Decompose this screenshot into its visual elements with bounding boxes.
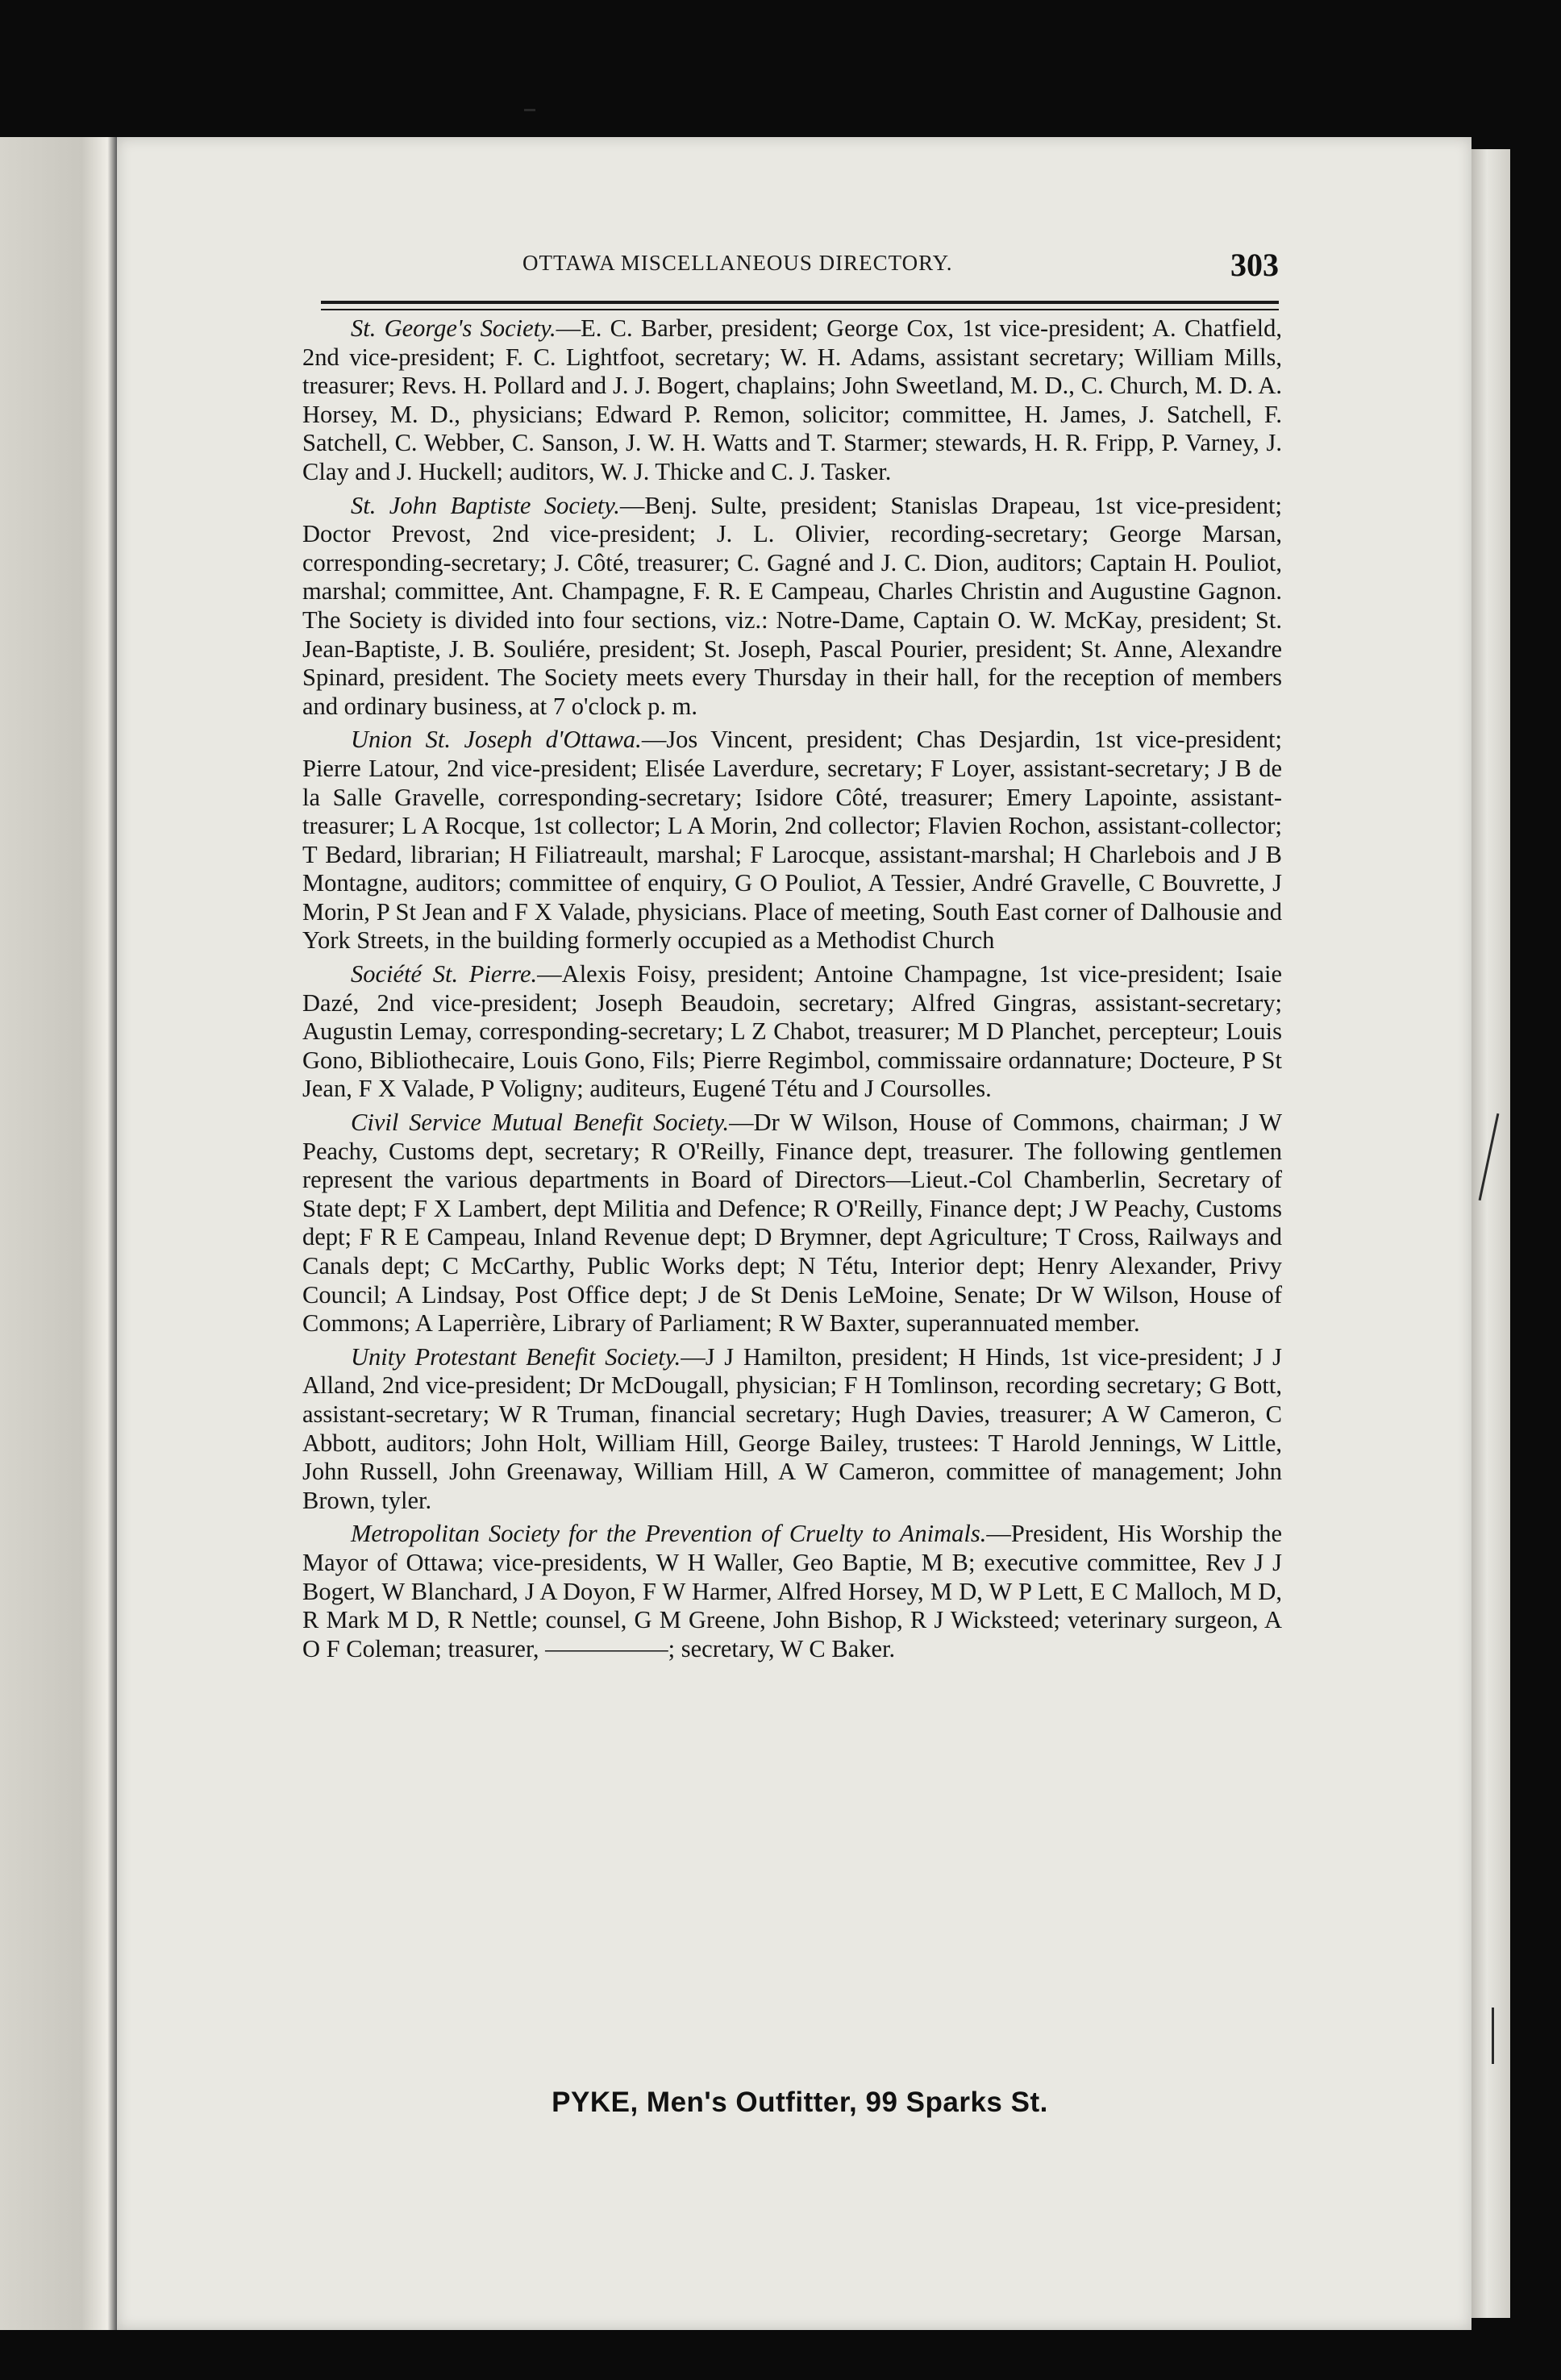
- footer-advertisement: PYKE, Men's Outfitter, 99 Sparks St.: [552, 2087, 1048, 2118]
- directory-entry: [302, 314, 1282, 487]
- directory-entry: [302, 1520, 1282, 1663]
- directory-entry: [302, 1109, 1282, 1338]
- adjacent-page-strip: [0, 137, 117, 2330]
- page-header: [402, 246, 1279, 294]
- directory-entry: [302, 1343, 1282, 1516]
- society-name: Union St. Joseph d'Ottawa.: [351, 726, 642, 754]
- directory-entry: [302, 960, 1282, 1104]
- entry-text: —Dr W Wilson, House of Commons, chairman; J W Peachy, Customs dept, secretary; R O'Reilly, Finance dept, treasurer. The following gentlemen represent the various departments in Board of Directors—Lieut.-Col Chamberlin, Secretary of State dept; F X Lambert, dept Militia and Defence; R O'Reilly, Finance dept; J W Peachy, Customs dept; F R E Campeau, Inland Revenue dept; D Brymner, dept Agriculture; T Cross, Railways and Canals dept; C McCarthy, Public Works dept; N Tétu, Interior dept; Henry Alexander, Privy Council; A Lindsay, Post Office dept; J de St Denis LeMoine, Senate; Dr W Wilson, House of Commons; A Laperrière, Library of Parliament; R W Baxter, superannuated member.: [302, 1109, 1283, 1338]
- header-rule: [321, 301, 1279, 304]
- scan-speck: [524, 109, 535, 111]
- society-name: Civil Service Mutual Benefit Society.: [351, 1109, 730, 1137]
- entry-text: —Benj. Sulte, president; Stanislas Drapeau, 1st vice-president; Doctor Prevost, 2nd vice-president; J. L. Olivier, recording-secretary; George Marsan, corresponding-secretary; J. Côté, treasurer; C. Gagné and J. C. Dion, auditors; Captain H. Pouliot, marshal; committee, Ant. Champagne, F. R. E Campeau, Charles Christin and Augustine Gagnon. The Society is divided into four sections, viz.: Notre-Dame, Captain O. W. McKay, president; St. Jean-Baptiste, J. B. Souliére, president; St. Joseph, Pascal Pourier, president; St. Anne, Alexandre Spinard, president. The Society meets every Thursday in their hall, for the reception of members and ordinary business, at 7 o'clock p. m.: [302, 491, 1282, 720]
- entry-text: —Alexis Foisy, president; Antoine Champagne, 1st vice-president; Isaie Dazé, 2nd vice-president; Joseph Beaudoin, secretary; Alfred Gingras, assistant-secretary; Augustin Lemay, corresponding-secretary; L Z Chabot, treasurer; M D Planchet, percepteur; Louis Gono, Bibliothecaire, Louis Gono, Fils; Pierre Regimbol, commissaire ordannature; Docteure, P St Jean, F X Valade, P Voligny; auditeurs, Eugené Tétu and J Coursolles.: [302, 960, 1282, 1103]
- header-rule: [321, 309, 1279, 310]
- entry-text: —E. C. Barber, president; George Cox, 1st vice-president; A. Chatfield, 2nd vice-president; F. C. Lightfoot, secretary; W. H. Adams, assistant secretary; William Mills, treasurer; Revs. H. Pollard and J. J. Bogert, chaplains; John Sweetland, M. D., C. Church, M. D. A. Horsey, M. D., physicians; Edward P. Remon, solicitor; committee, H. James, J. Satchell, F. Satchell, C. Webber, C. Sanson, J. W. H. Watts and T. Starmer; stewards, H. R. Fripp, P. Varney, J. Clay and J. Huckell; auditors, W. J. Thicke and C. J. Tasker.: [302, 314, 1282, 485]
- society-name: Unity Protestant Benefit Society.: [351, 1342, 681, 1371]
- directory-entries: [302, 314, 1282, 1668]
- directory-entry: [302, 492, 1282, 722]
- page-number: 303: [1230, 247, 1279, 283]
- society-name: St. George's Society.: [351, 314, 556, 342]
- entry-text: —President, His Worship the Mayor of Ottawa; vice-presidents, W H Waller, Geo Baptie, M B; executive committee, Rev J J Bogert, W Blanchard, J A Doyon, F W Harmer, Alfred Horsey, M D, W P Lett, E C Malloch, M D, R Mark M D, R Nettle; counsel, G M Greene, John Bishop, R J Wicksteed; veterinary surgeon, A O F Coleman; treasurer, —————; secretary, W C Baker.: [302, 1520, 1283, 1662]
- directory-entry: [302, 726, 1282, 955]
- page-edge: [1472, 149, 1510, 2318]
- running-title: OTTAWA MISCELLANEOUS DIRECTORY.: [522, 251, 953, 275]
- society-name: Metropolitan Society for the Prevention of Cruelty to Animals.: [351, 1520, 987, 1548]
- scan-mark: [1492, 2008, 1494, 2064]
- society-name: St. John Baptiste Society.: [351, 491, 620, 519]
- entry-text: —Jos Vincent, president; Chas Desjardin, 1st vice-president; Pierre Latour, 2nd vice-president; Elisée Laverdure, secretary; F Loyer, assistant-secretary; J B de la Salle Gravelle, corresponding-secretary; Isidore Côté, treasurer; Emery Lapointe, assistant-treasurer; L A Rocque, 1st collector; L A Morin, 2nd collector; Flavien Rochon, assistant-collector; T Bedard, librarian; H Filiatreault, marshal; F Larocque, assistant-marshal; H Charlebois and J B Montagne, auditors; committee of enquiry, G O Pouliot, A Tessier, André Gravelle, C Bouvrette, J Morin, P St Jean and F X Valade, physicians. Place of meeting, South East corner of Dalhousie and York Streets, in the building formerly occupied as a Methodist Church: [302, 726, 1282, 955]
- society-name: Société St. Pierre.: [351, 960, 538, 988]
- entry-text: —J J Hamilton, president; H Hinds, 1st vice-president; J J Alland, 2nd vice-president; Dr McDougall, physician; F H Tomlinson, recording secretary; G Bott, assistant-secretary; W R Truman, financial secretary; Hugh Davies, treasurer; A W Cameron, C Abbott, auditors; John Holt, William Hill, George Bailey, trustees: T Harold Jennings, W Little, John Russell, John Greenaway, William Hill, A W Cameron, committee of management; John Brown, tyler.: [302, 1342, 1282, 1514]
